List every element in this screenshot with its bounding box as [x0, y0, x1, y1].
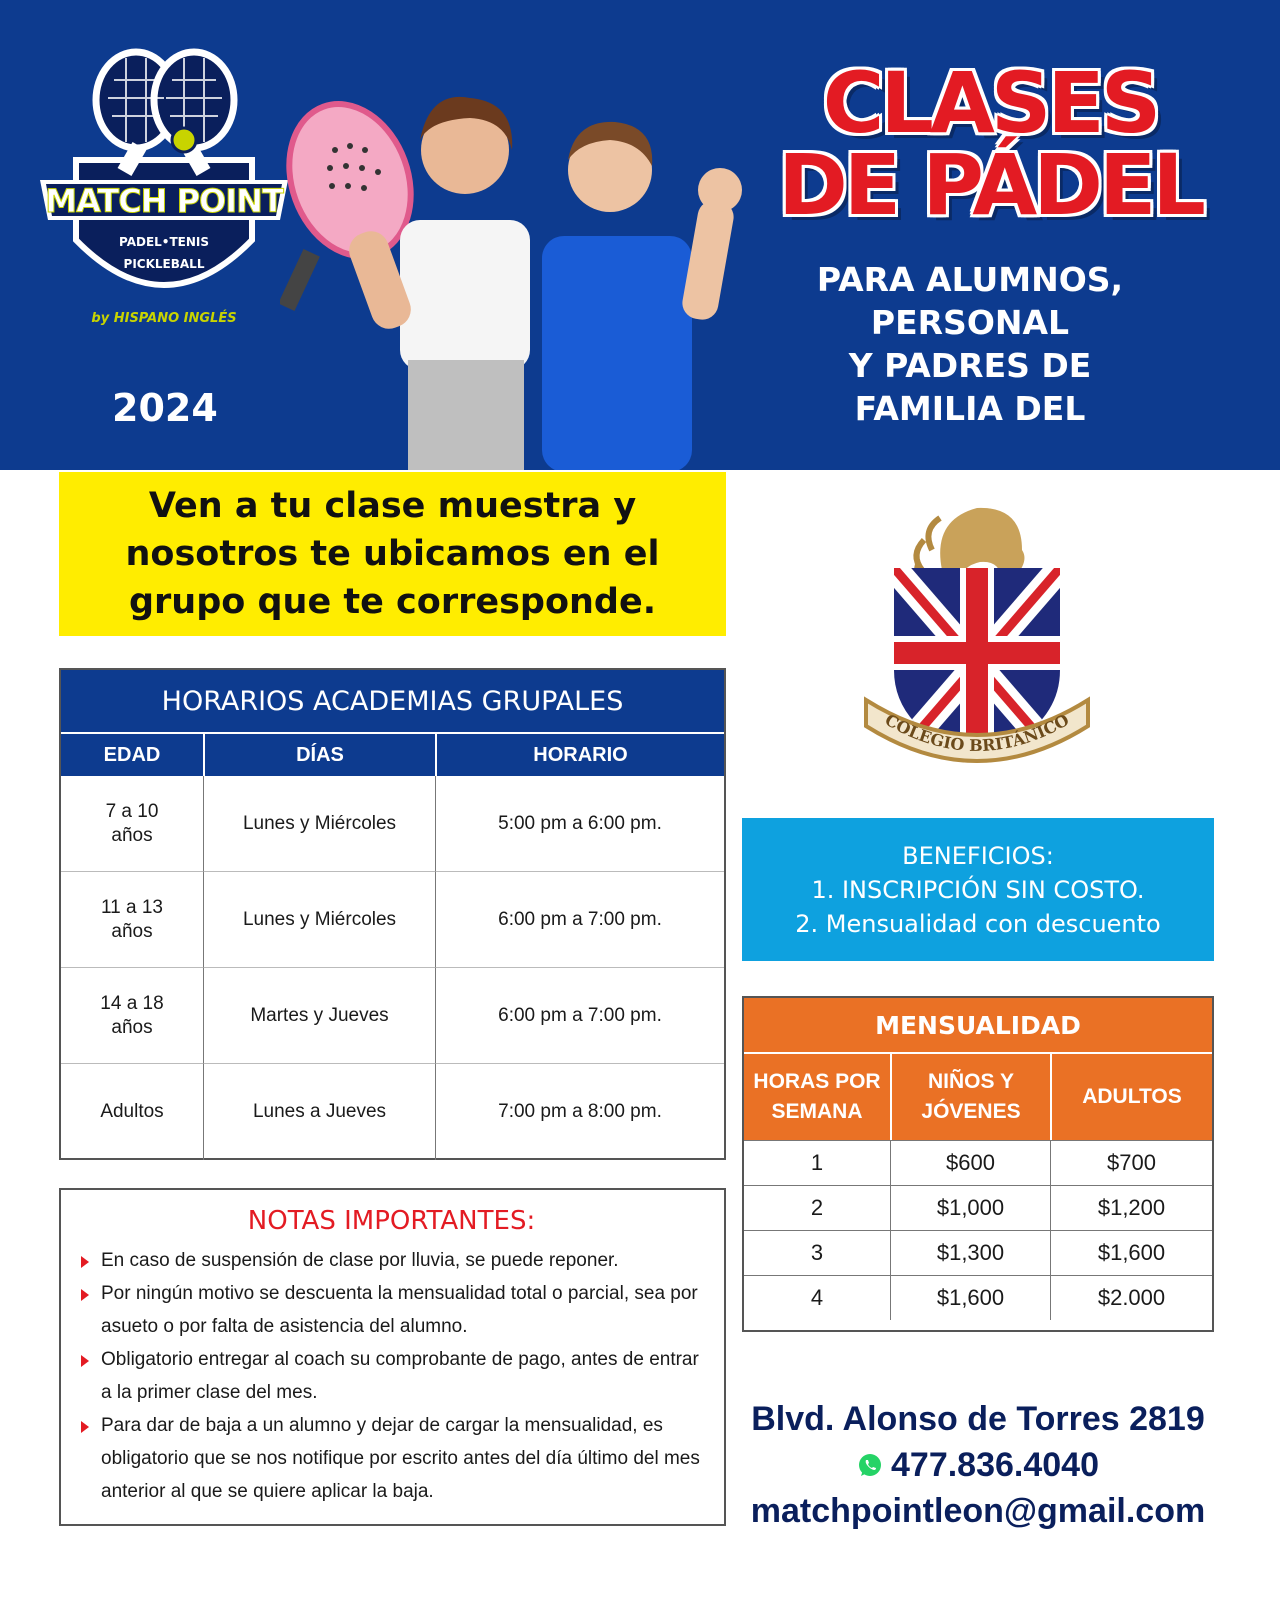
notes-title: NOTAS IMPORTANTES: — [247, 1206, 536, 1236]
note-bullet-arrow-icon — [81, 1421, 89, 1433]
benefit-item: 2. Mensualidad con descuento — [795, 909, 1161, 938]
benefit-item: 1. INSCRIPCIÓN SIN COSTO. — [811, 875, 1145, 904]
schedule-grid — [61, 732, 724, 1160]
table-row-time: 6:00 pm a 7:00 pm. — [435, 872, 724, 968]
contact-info — [742, 1396, 1214, 1534]
table-row-days: Lunes y Miércoles — [203, 776, 435, 872]
column-header-kids: NIÑOS Y JÓVENES — [890, 1052, 1050, 1140]
table-row-hours: 4 — [744, 1275, 890, 1320]
table-row-time: 5:00 pm a 6:00 pm. — [435, 776, 724, 872]
table-row-days: Martes y Jueves — [203, 968, 435, 1064]
title-line-1: CLASES — [822, 54, 1158, 152]
note-bullet-arrow-icon — [81, 1256, 89, 1268]
trial-class-promo — [59, 472, 726, 636]
column-header-time: HORARIO — [435, 732, 724, 776]
pricing-table — [742, 996, 1214, 1332]
header-banner — [0, 0, 1280, 470]
schedule-table — [59, 668, 726, 1160]
list-item — [81, 1277, 702, 1343]
table-row-adults-price: $700 — [1050, 1140, 1212, 1185]
list-item — [81, 1343, 702, 1409]
title-line-2: DE PÁDEL — [778, 136, 1202, 234]
note-text: Por ningún motivo se descuenta la mensualidad total o parcial, sea por asueto o por falta de asistencia del alumno. — [101, 1283, 698, 1337]
benefits-box — [742, 818, 1214, 961]
logo-byline: by HISPANO INGLÉS — [91, 311, 237, 326]
logo-tagline-1: PADEL•TENIS — [119, 235, 209, 249]
note-text: Para dar de baja a un alumno y dejar de cargar la mensualidad, es obligatorio que se nos notifique por escrito antes del día último del mes anterior al que se quiere aplicar la baja. — [101, 1415, 700, 1502]
promo-text: Ven a tu clase muestra y nosotros te ubicamos en el grupo que te corresponde. — [125, 486, 660, 622]
table-row-adults-price: $2.000 — [1050, 1275, 1212, 1320]
match-point-logo — [36, 40, 292, 330]
subtitle-line: PARA ALUMNOS, — [816, 260, 1124, 299]
table-row-hours: 1 — [744, 1140, 890, 1185]
kids-with-rackets-photo — [280, 80, 800, 470]
column-header-hours: HORAS POR SEMANA — [744, 1052, 890, 1140]
age-value: 7 a 10 años — [105, 800, 159, 846]
table-row-hours: 3 — [744, 1230, 890, 1275]
email-address[interactable]: matchpointleon@gmail.com — [750, 1492, 1206, 1530]
page-title — [740, 54, 1240, 234]
table-row-age — [61, 1064, 203, 1160]
age-value: Adultos — [100, 1101, 164, 1122]
note-bullet-arrow-icon — [81, 1289, 89, 1301]
notes-list — [81, 1244, 702, 1508]
note-text: Obligatorio entregar al coach su comprobante de pago, antes de entrar a la primer clase del mes. — [101, 1349, 699, 1403]
subtitle-line: Y PADRES DE — [848, 346, 1092, 385]
subtitle — [790, 258, 1150, 430]
benefits-title: BENEFICIOS: — [902, 841, 1054, 870]
subtitle-line: PERSONAL — [870, 303, 1070, 342]
column-header-age: EDAD — [61, 732, 203, 776]
table-row-hours: 2 — [744, 1185, 890, 1230]
table-row-kids-price: $1,300 — [890, 1230, 1050, 1275]
column-header-days: DÍAS — [203, 732, 435, 776]
crest-label: COLEGIO BRITÁNICO — [881, 710, 1073, 756]
logo-brand-text: MATCH POINT — [45, 182, 283, 220]
table-row-kids-price: $1,000 — [890, 1185, 1050, 1230]
table-row-time: 7:00 pm a 8:00 pm. — [435, 1064, 724, 1160]
age-value: 11 a 13 años — [101, 896, 163, 942]
table-row-age — [61, 872, 203, 968]
table-row-time: 6:00 pm a 7:00 pm. — [435, 968, 724, 1064]
logo-tagline-2: PICKLEBALL — [123, 257, 205, 271]
table-row-kids-price: $1,600 — [890, 1275, 1050, 1320]
pricing-grid — [744, 1052, 1212, 1320]
age-value: 14 a 18 años — [100, 992, 164, 1038]
list-item — [81, 1244, 702, 1277]
table-row-days: Lunes y Miércoles — [203, 872, 435, 968]
important-notes — [59, 1188, 726, 1526]
whatsapp-icon — [857, 1452, 883, 1478]
note-bullet-arrow-icon — [81, 1355, 89, 1367]
pricing-title: MENSUALIDAD — [744, 998, 1212, 1052]
column-header-adults: ADULTOS — [1050, 1052, 1212, 1140]
subtitle-line: FAMILIA DEL — [854, 389, 1086, 428]
table-row-kids-price: $600 — [890, 1140, 1050, 1185]
table-row-days: Lunes a Jueves — [203, 1064, 435, 1160]
phone-row — [742, 1442, 1214, 1488]
note-text: En caso de suspensión de clase por lluvia, se puede reponer. — [101, 1250, 619, 1271]
table-row-age — [61, 968, 203, 1064]
table-row-adults-price: $1,600 — [1050, 1230, 1212, 1275]
table-row-age — [61, 776, 203, 872]
phone-number[interactable]: 477.836.4040 — [891, 1446, 1099, 1484]
address: Blvd. Alonso de Torres 2819 — [751, 1400, 1205, 1438]
schedule-title: HORARIOS ACADEMIAS GRUPALES — [61, 670, 724, 732]
colegio-britanico-crest — [862, 500, 1092, 790]
year-label: 2024 — [112, 386, 218, 430]
table-row-adults-price: $1,200 — [1050, 1185, 1212, 1230]
list-item — [81, 1409, 702, 1508]
